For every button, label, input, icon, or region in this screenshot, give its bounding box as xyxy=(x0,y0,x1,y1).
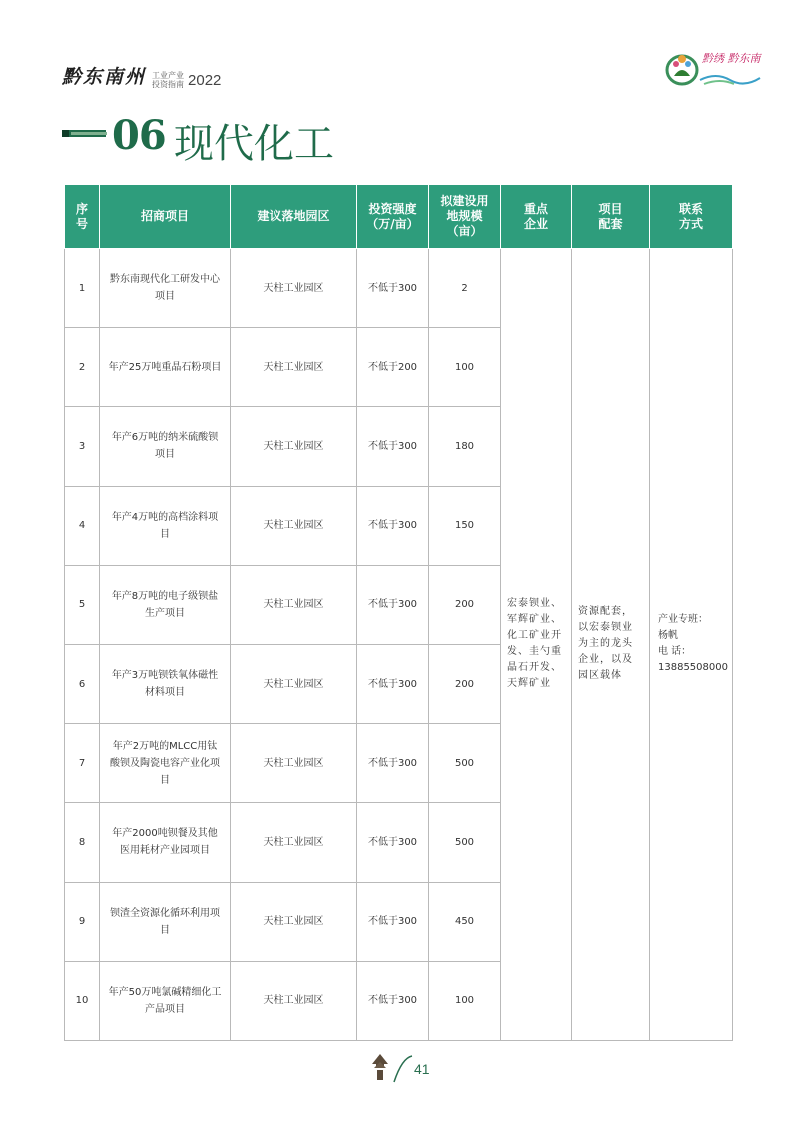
cell-land: 150 xyxy=(429,486,501,565)
cell-intensity: 不低于300 xyxy=(357,882,429,961)
section-title: 现代化工 xyxy=(174,121,334,167)
cell-no: 9 xyxy=(65,882,100,961)
cell-project: 黔东南现代化工研发中心项目 xyxy=(100,249,231,328)
header-brand xyxy=(62,62,221,89)
cell-park: 天柱工业园区 xyxy=(231,407,357,486)
cell-project: 钡渣全资源化循环利用项目 xyxy=(100,882,231,961)
logo-text: 黔绣 黔东南 xyxy=(702,52,761,65)
cell-intensity: 不低于300 xyxy=(357,565,429,644)
cell-project: 年产8万吨的电子级钡盐生产项目 xyxy=(100,565,231,644)
header-intensity: 投资强度 （万/亩） xyxy=(357,185,429,249)
cell-land: 200 xyxy=(429,644,501,723)
title-decoration-dot xyxy=(62,130,69,137)
page-number: 41 xyxy=(414,1061,430,1077)
cell-park: 天柱工业园区 xyxy=(231,882,357,961)
cell-intensity: 不低于300 xyxy=(357,486,429,565)
contact-line1: 产业专班： xyxy=(658,614,708,626)
brand-year: 2022 xyxy=(188,72,222,89)
table-body xyxy=(65,249,733,1041)
header-support: 项目 配套 xyxy=(572,185,650,249)
cell-land: 200 xyxy=(429,565,501,644)
cell-project: 年产2000吨钡餐及其他医用耗材产业园项目 xyxy=(100,803,231,882)
cell-enterprise: 宏泰钡业、军辉矿业、化工矿业开发、圭勺重晶石开发、天辉矿业 xyxy=(501,249,572,1041)
cell-park: 天柱工业园区 xyxy=(231,565,357,644)
table-row xyxy=(65,249,733,328)
brand-subtitle-line2: 投资指南 xyxy=(152,80,185,89)
section-number: 06 xyxy=(112,112,166,159)
cell-project: 年产25万吨重晶石粉项目 xyxy=(100,328,231,407)
contact-line2: 杨帆 xyxy=(658,630,678,642)
cell-intensity: 不低于200 xyxy=(357,328,429,407)
cell-contact xyxy=(650,249,733,1041)
cell-intensity: 不低于300 xyxy=(357,803,429,882)
header-enterprise: 重点 企业 xyxy=(501,185,572,249)
brand-subtitle xyxy=(152,71,184,89)
cell-intensity: 不低于300 xyxy=(357,961,429,1040)
cell-no: 7 xyxy=(65,724,100,803)
cell-no: 5 xyxy=(65,565,100,644)
pagoda-icon xyxy=(368,1050,416,1086)
cell-no: 8 xyxy=(65,803,100,882)
cell-support: 资源配套，以宏泰钡业为主的龙头企业，以及园区载体 xyxy=(572,249,650,1041)
cell-land: 2 xyxy=(429,249,501,328)
title-decoration-line xyxy=(71,132,107,135)
table-header-row xyxy=(65,185,733,249)
cell-intensity: 不低于300 xyxy=(357,644,429,723)
header-no: 序 号 xyxy=(65,185,100,249)
cell-land: 450 xyxy=(429,882,501,961)
cell-project: 年产3万吨钡铁氧体磁性材料项目 xyxy=(100,644,231,723)
cell-park: 天柱工业园区 xyxy=(231,961,357,1040)
cell-project: 年产4万吨的高档涂料项目 xyxy=(100,486,231,565)
cell-intensity: 不低于300 xyxy=(357,249,429,328)
cell-no: 3 xyxy=(65,407,100,486)
cell-project: 年产2万吨的MLCC用钛酸钡及陶瓷电容产业化项目 xyxy=(100,724,231,803)
cell-no: 4 xyxy=(65,486,100,565)
cell-intensity: 不低于300 xyxy=(357,407,429,486)
header-land: 拟建设用 地规模 （亩） xyxy=(429,185,501,249)
brand-subtitle-line1: 工业产业 xyxy=(152,71,185,80)
logo xyxy=(664,46,764,90)
cell-land: 100 xyxy=(429,961,501,1040)
cell-park: 天柱工业园区 xyxy=(231,249,357,328)
cell-land: 500 xyxy=(429,803,501,882)
cell-intensity: 不低于300 xyxy=(357,724,429,803)
project-table xyxy=(64,184,733,1041)
header-project: 招商项目 xyxy=(100,185,231,249)
cell-park: 天柱工业园区 xyxy=(231,328,357,407)
cell-park: 天柱工业园区 xyxy=(231,803,357,882)
cell-no: 1 xyxy=(65,249,100,328)
title-decoration xyxy=(62,130,106,137)
cell-park: 天柱工业园区 xyxy=(231,644,357,723)
cell-park: 天柱工业园区 xyxy=(231,486,357,565)
header-contact: 联系 方式 xyxy=(650,185,733,249)
cell-land: 100 xyxy=(429,328,501,407)
cell-no: 10 xyxy=(65,961,100,1040)
contact-line4: 13885508000 xyxy=(658,662,728,674)
contact-line3: 电 话： xyxy=(658,646,692,658)
cell-project: 年产50万吨氯碱精细化工产品项目 xyxy=(100,961,231,1040)
cell-no: 6 xyxy=(65,644,100,723)
cell-land: 500 xyxy=(429,724,501,803)
cell-project: 年产6万吨的纳米硫酸钡项目 xyxy=(100,407,231,486)
cell-park: 天柱工业园区 xyxy=(231,724,357,803)
brand-title: 黔东南州 xyxy=(62,66,147,88)
cell-land: 180 xyxy=(429,407,501,486)
header-park: 建议落地园区 xyxy=(231,185,357,249)
cell-no: 2 xyxy=(65,328,100,407)
